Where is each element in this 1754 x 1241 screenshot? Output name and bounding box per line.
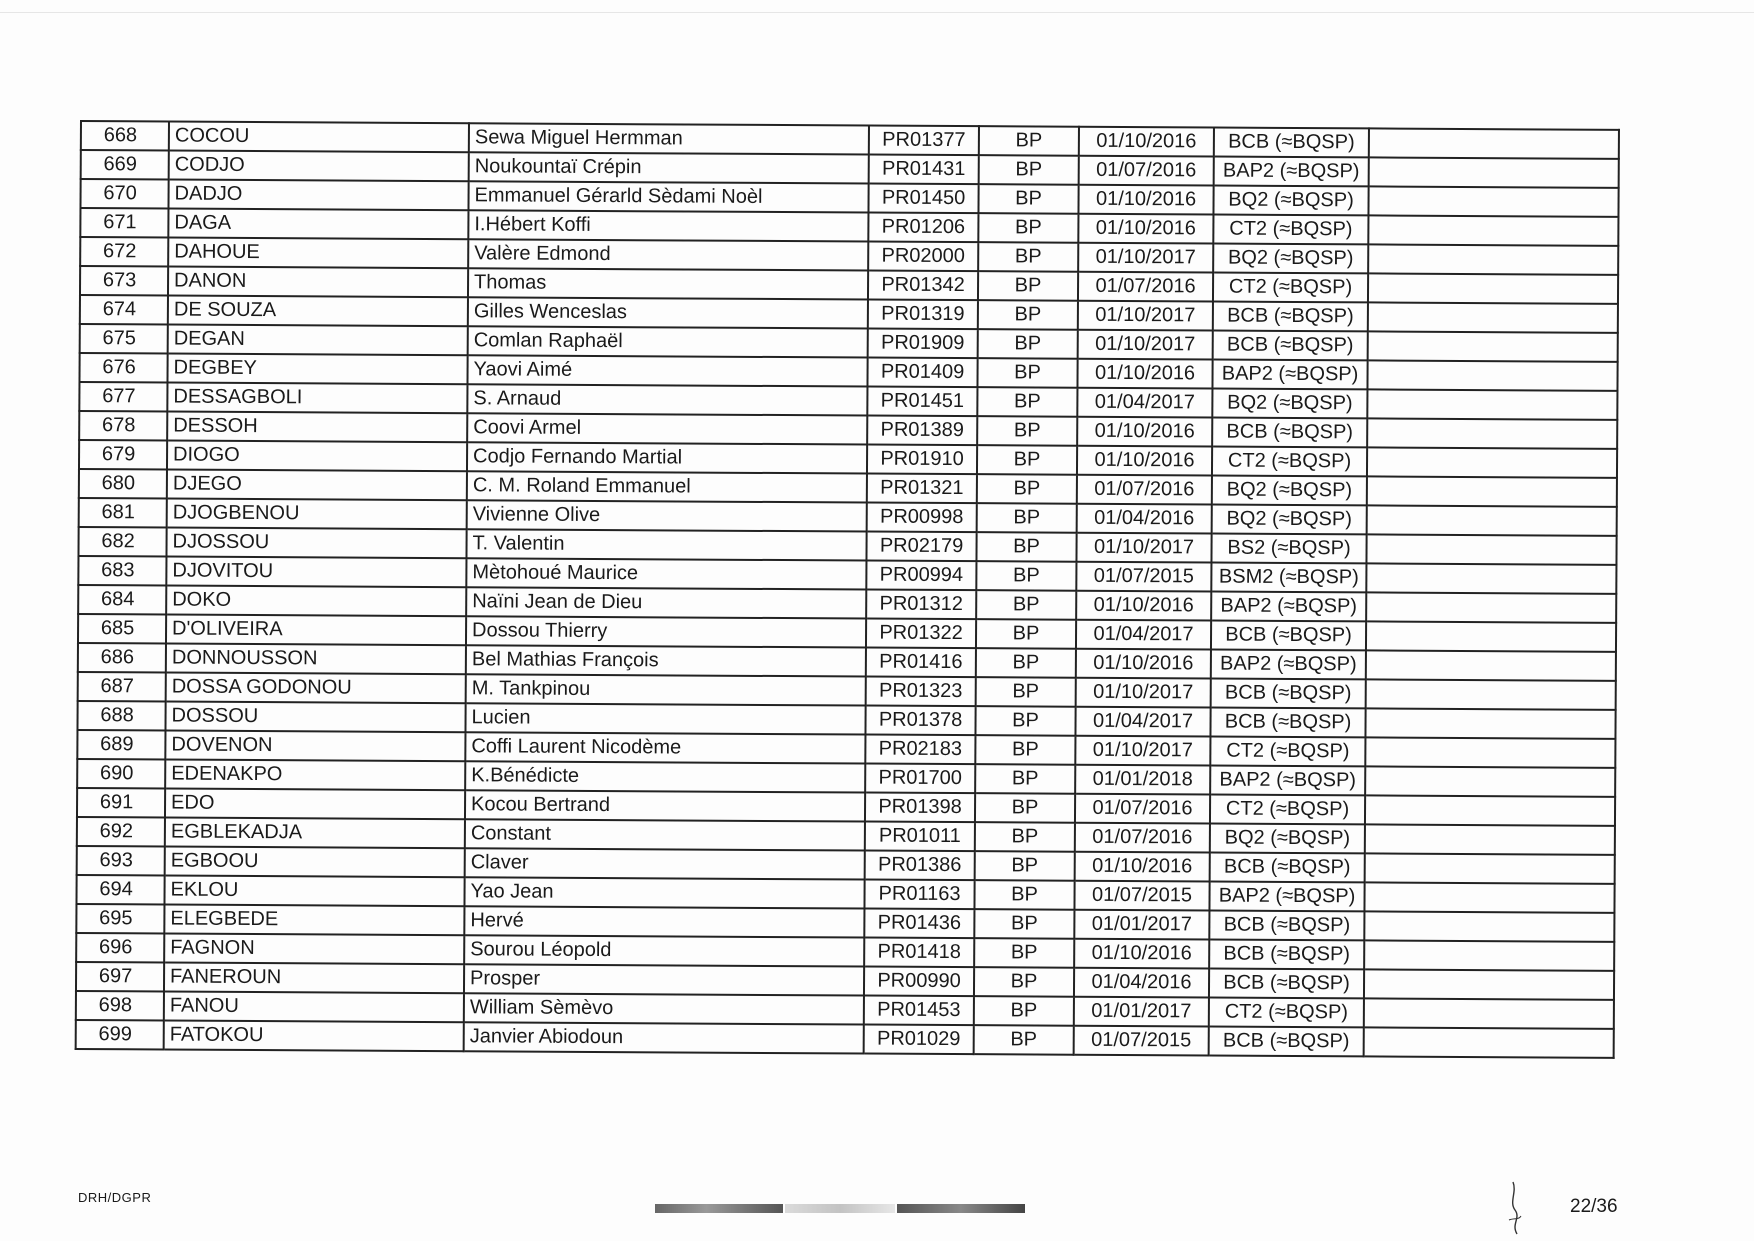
- category-cell: BP: [975, 735, 1075, 765]
- last-name-cell: DOVENON: [165, 731, 465, 762]
- registration-number-cell: PR01453: [864, 996, 974, 1026]
- registration-number-cell: PR01342: [868, 271, 978, 301]
- effective-date-cell: 01/10/2017: [1078, 243, 1213, 273]
- footer-department: DRH/DGPR: [78, 1190, 152, 1205]
- last-name-cell: EGBLEKADJA: [165, 818, 465, 849]
- last-name-cell: EDENAKPO: [165, 760, 465, 791]
- category-cell: BP: [974, 1025, 1074, 1055]
- observation-cell: [1364, 969, 1614, 999]
- first-name-cell: Yaovi Aimé: [467, 355, 867, 386]
- registration-number-cell: PR02183: [865, 735, 975, 765]
- effective-date-cell: 01/07/2015: [1074, 881, 1209, 911]
- page-number: 22/36: [1570, 1196, 1618, 1217]
- effective-date-cell: 01/10/2016: [1078, 214, 1213, 244]
- first-name-cell: Mètohoué Maurice: [466, 558, 866, 589]
- row-number-cell: 688: [77, 701, 165, 731]
- category-cell: BP: [975, 764, 1075, 794]
- personnel-table-body: [76, 121, 1619, 1058]
- category-cell: BP: [977, 445, 1077, 475]
- personnel-table: [75, 120, 1620, 1059]
- observation-cell: [1368, 244, 1618, 274]
- observation-cell: [1367, 360, 1617, 390]
- registration-number-cell: PR01029: [864, 1025, 974, 1055]
- effective-date-cell: 01/10/2017: [1076, 533, 1211, 563]
- effective-date-cell: 01/07/2015: [1074, 1026, 1209, 1056]
- observation-cell: [1366, 592, 1616, 622]
- row-number-cell: 670: [80, 179, 168, 209]
- first-name-cell: William Sèmèvo: [464, 993, 864, 1024]
- grade-cell: BQ2 (≈BQSP): [1212, 476, 1367, 506]
- category-cell: BP: [977, 358, 1077, 388]
- effective-date-cell: 01/04/2016: [1074, 968, 1209, 998]
- effective-date-cell: 01/07/2015: [1076, 562, 1211, 592]
- first-name-cell: Constant: [465, 819, 865, 850]
- effective-date-cell: 01/01/2018: [1075, 765, 1210, 795]
- grade-cell: BCB (≈BQSP): [1209, 969, 1364, 999]
- row-number-cell: 683: [78, 556, 166, 586]
- grade-cell: CT2 (≈BQSP): [1210, 737, 1365, 767]
- registration-number-cell: PR01416: [866, 648, 976, 678]
- first-name-cell: Codjo Fernando Martial: [467, 442, 867, 473]
- last-name-cell: FATOKOU: [164, 1020, 464, 1051]
- registration-number-cell: PR01377: [869, 126, 979, 156]
- category-cell: BP: [975, 851, 1075, 881]
- grade-cell: CT2 (≈BQSP): [1209, 998, 1364, 1028]
- last-name-cell: DESSOH: [167, 412, 467, 443]
- category-cell: BP: [978, 184, 1078, 214]
- observation-cell: [1365, 708, 1615, 738]
- observation-cell: [1368, 302, 1618, 332]
- row-number-cell: 681: [79, 498, 167, 528]
- handwritten-mark: [1505, 1180, 1525, 1236]
- category-cell: BP: [977, 474, 1077, 504]
- row-number-cell: 673: [80, 266, 168, 296]
- first-name-cell: Yao Jean: [464, 877, 864, 908]
- row-number-cell: 680: [79, 469, 167, 499]
- last-name-cell: DEGBEY: [167, 354, 467, 385]
- category-cell: BP: [978, 213, 1078, 243]
- row-number-cell: 675: [80, 324, 168, 354]
- category-cell: BP: [977, 503, 1077, 533]
- effective-date-cell: 01/07/2016: [1078, 272, 1213, 302]
- observation-cell: [1367, 389, 1617, 419]
- effective-date-cell: 01/10/2016: [1076, 649, 1211, 679]
- registration-number-cell: PR01700: [865, 764, 975, 794]
- grade-cell: BAP2 (≈BQSP): [1214, 157, 1369, 187]
- grade-cell: BCB (≈BQSP): [1211, 679, 1366, 709]
- registration-number-cell: PR01409: [867, 358, 977, 388]
- first-name-cell: Hervé: [464, 906, 864, 937]
- registration-number-cell: PR00998: [867, 503, 977, 533]
- effective-date-cell: 01/04/2017: [1076, 620, 1211, 650]
- row-number-cell: 685: [78, 614, 166, 644]
- grade-cell: CT2 (≈BQSP): [1212, 447, 1367, 477]
- row-number-cell: 677: [79, 382, 167, 412]
- effective-date-cell: 01/10/2017: [1078, 330, 1213, 360]
- last-name-cell: EGBOOU: [165, 847, 465, 878]
- registration-number-cell: PR01378: [865, 706, 975, 736]
- first-name-cell: Gilles Wenceslas: [468, 297, 868, 328]
- first-name-cell: M. Tankpinou: [466, 674, 866, 705]
- top-scan-edge: [0, 12, 1754, 13]
- observation-cell: [1365, 795, 1615, 825]
- row-number-cell: 672: [80, 237, 168, 267]
- effective-date-cell: 01/07/2016: [1075, 794, 1210, 824]
- category-cell: BP: [977, 387, 1077, 417]
- effective-date-cell: 01/10/2017: [1078, 301, 1213, 331]
- last-name-cell: DOKO: [166, 586, 466, 617]
- observation-cell: [1366, 650, 1616, 680]
- grade-cell: BQ2 (≈BQSP): [1212, 389, 1367, 419]
- first-name-cell: Bel Mathias François: [466, 645, 866, 676]
- effective-date-cell: 01/10/2016: [1076, 591, 1211, 621]
- first-name-cell: Coffi Laurent Nicodème: [465, 732, 865, 763]
- first-name-cell: Thomas: [468, 268, 868, 299]
- last-name-cell: DANON: [168, 267, 468, 298]
- first-name-cell: C. M. Roland Emmanuel: [467, 471, 867, 502]
- last-name-cell: DOSSOU: [165, 702, 465, 733]
- first-name-cell: Janvier Abiodoun: [464, 1022, 864, 1053]
- registration-number-cell: PR01011: [865, 822, 975, 852]
- effective-date-cell: 01/10/2016: [1074, 939, 1209, 969]
- grade-cell: BCB (≈BQSP): [1212, 418, 1367, 448]
- observation-cell: [1365, 766, 1615, 796]
- grade-cell: BAP2 (≈BQSP): [1210, 766, 1365, 796]
- first-name-cell: Prosper: [464, 964, 864, 995]
- category-cell: BP: [976, 590, 1076, 620]
- last-name-cell: DJEGO: [167, 470, 467, 501]
- observation-cell: [1369, 128, 1619, 158]
- category-cell: BP: [977, 416, 1077, 446]
- category-cell: BP: [976, 677, 1076, 707]
- registration-number-cell: PR01436: [864, 909, 974, 939]
- row-number-cell: 674: [80, 295, 168, 325]
- row-number-cell: 693: [77, 846, 165, 876]
- effective-date-cell: 01/10/2016: [1077, 417, 1212, 447]
- registration-number-cell: PR01451: [867, 387, 977, 417]
- registration-number-cell: PR01321: [867, 474, 977, 504]
- last-name-cell: DONNOUSSON: [166, 644, 466, 675]
- grade-cell: CT2 (≈BQSP): [1210, 795, 1365, 825]
- observation-cell: [1367, 418, 1617, 448]
- grade-cell: BCB (≈BQSP): [1214, 128, 1369, 158]
- registration-number-cell: PR00994: [866, 561, 976, 591]
- grade-cell: BCB (≈BQSP): [1209, 1027, 1364, 1057]
- grade-cell: BS2 (≈BQSP): [1211, 534, 1366, 564]
- last-name-cell: CODJO: [169, 151, 469, 182]
- row-number-cell: 692: [77, 817, 165, 847]
- last-name-cell: D'OLIVEIRA: [166, 615, 466, 646]
- row-number-cell: 690: [77, 759, 165, 789]
- last-name-cell: FAGNON: [164, 933, 464, 964]
- registration-number-cell: PR02179: [866, 532, 976, 562]
- row-number-cell: 694: [76, 875, 164, 905]
- first-name-cell: Comlan Raphaël: [468, 326, 868, 357]
- row-number-cell: 689: [77, 730, 165, 760]
- observation-cell: [1366, 679, 1616, 709]
- grade-cell: BCB (≈BQSP): [1209, 940, 1364, 970]
- row-number-cell: 686: [78, 643, 166, 673]
- category-cell: BP: [979, 126, 1079, 156]
- row-number-cell: 679: [79, 440, 167, 470]
- registration-number-cell: PR01431: [869, 155, 979, 185]
- registration-number-cell: PR01450: [868, 184, 978, 214]
- grade-cell: BQ2 (≈BQSP): [1213, 186, 1368, 216]
- registration-number-cell: PR01398: [865, 793, 975, 823]
- row-number-cell: 682: [78, 527, 166, 557]
- grade-cell: BCB (≈BQSP): [1209, 911, 1364, 941]
- last-name-cell: DJOVITOU: [166, 557, 466, 588]
- row-number-cell: 697: [76, 962, 164, 992]
- first-name-cell: Sourou Léopold: [464, 935, 864, 966]
- observation-cell: [1364, 940, 1614, 970]
- category-cell: BP: [976, 619, 1076, 649]
- first-name-cell: Claver: [465, 848, 865, 879]
- first-name-cell: Sewa Miguel Hermman: [469, 123, 869, 154]
- effective-date-cell: 01/04/2016: [1077, 504, 1212, 534]
- first-name-cell: Noukountaï Crépin: [469, 152, 869, 183]
- grade-cell: BCB (≈BQSP): [1211, 621, 1366, 651]
- first-name-cell: Lucien: [465, 703, 865, 734]
- category-cell: BP: [976, 561, 1076, 591]
- grade-cell: BSM2 (≈BQSP): [1211, 563, 1366, 593]
- row-number-cell: 698: [76, 991, 164, 1021]
- effective-date-cell: 01/10/2016: [1077, 446, 1212, 476]
- row-number-cell: 676: [79, 353, 167, 383]
- row-number-cell: 669: [81, 150, 169, 180]
- category-cell: BP: [975, 822, 1075, 852]
- last-name-cell: ELEGBEDE: [164, 904, 464, 935]
- category-cell: BP: [978, 329, 1078, 359]
- effective-date-cell: 01/10/2016: [1079, 127, 1214, 157]
- grade-cell: CT2 (≈BQSP): [1213, 215, 1368, 245]
- grade-cell: BQ2 (≈BQSP): [1212, 505, 1367, 535]
- grade-cell: BCB (≈BQSP): [1213, 331, 1368, 361]
- registration-number-cell: PR02000: [868, 242, 978, 272]
- observation-cell: [1364, 882, 1614, 912]
- last-name-cell: DESSAGBOLI: [167, 383, 467, 414]
- registration-number-cell: PR01319: [868, 300, 978, 330]
- registration-number-cell: PR01312: [866, 590, 976, 620]
- grade-cell: BCB (≈BQSP): [1210, 853, 1365, 883]
- row-number-cell: 671: [80, 208, 168, 238]
- observation-cell: [1364, 911, 1614, 941]
- row-number-cell: 687: [78, 672, 166, 702]
- last-name-cell: DJOSSOU: [166, 528, 466, 559]
- category-cell: BP: [974, 909, 1074, 939]
- category-cell: BP: [978, 271, 1078, 301]
- first-name-cell: Coovi Armel: [467, 413, 867, 444]
- personnel-table-wrapper: [75, 120, 1620, 1059]
- registration-number-cell: PR01418: [864, 938, 974, 968]
- first-name-cell: Emmanuel Gérarld Sèdami Noèl: [468, 181, 868, 212]
- grade-cell: BAP2 (≈BQSP): [1212, 360, 1367, 390]
- effective-date-cell: 01/07/2016: [1079, 156, 1214, 186]
- grade-cell: BCB (≈BQSP): [1213, 302, 1368, 332]
- row-number-cell: 678: [79, 411, 167, 441]
- category-cell: BP: [978, 242, 1078, 272]
- observation-cell: [1367, 505, 1617, 535]
- registration-number-cell: PR01322: [866, 619, 976, 649]
- observation-cell: [1364, 1027, 1614, 1057]
- category-cell: BP: [974, 880, 1074, 910]
- last-name-cell: DADJO: [168, 180, 468, 211]
- row-number-cell: 699: [76, 1020, 164, 1050]
- first-name-cell: Kocou Bertrand: [465, 790, 865, 821]
- category-cell: BP: [975, 706, 1075, 736]
- effective-date-cell: 01/10/2016: [1077, 359, 1212, 389]
- registration-number-cell: PR01910: [867, 445, 977, 475]
- observation-cell: [1365, 824, 1615, 854]
- grade-cell: BAP2 (≈BQSP): [1209, 882, 1364, 912]
- last-name-cell: FANOU: [164, 991, 464, 1022]
- registration-number-cell: PR01206: [868, 213, 978, 243]
- observation-cell: [1368, 215, 1618, 245]
- observation-cell: [1367, 447, 1617, 477]
- observation-cell: [1365, 853, 1615, 883]
- first-name-cell: Valère Edmond: [468, 239, 868, 270]
- observation-cell: [1366, 621, 1616, 651]
- effective-date-cell: 01/07/2016: [1077, 475, 1212, 505]
- last-name-cell: DJOGBENOU: [167, 499, 467, 530]
- registration-number-cell: PR01389: [867, 416, 977, 446]
- first-name-cell: I.Hébert Koffi: [468, 210, 868, 241]
- category-cell: BP: [976, 532, 1076, 562]
- registration-number-cell: PR01323: [866, 677, 976, 707]
- grade-cell: BCB (≈BQSP): [1210, 708, 1365, 738]
- grade-cell: BAP2 (≈BQSP): [1211, 650, 1366, 680]
- effective-date-cell: 01/01/2017: [1074, 997, 1209, 1027]
- registration-number-cell: PR01909: [868, 329, 978, 359]
- last-name-cell: FANEROUN: [164, 962, 464, 993]
- first-name-cell: Dossou Thierry: [466, 616, 866, 647]
- last-name-cell: COCOU: [169, 122, 469, 153]
- grade-cell: BAP2 (≈BQSP): [1211, 592, 1366, 622]
- row-number-cell: 696: [76, 933, 164, 963]
- category-cell: BP: [974, 938, 1074, 968]
- observation-cell: [1365, 737, 1615, 767]
- registration-number-cell: PR01163: [864, 880, 974, 910]
- first-name-cell: Naïni Jean de Dieu: [466, 587, 866, 618]
- last-name-cell: EKLOU: [164, 876, 464, 907]
- effective-date-cell: 01/10/2017: [1075, 736, 1210, 766]
- observation-cell: [1366, 534, 1616, 564]
- registration-number-cell: PR01386: [865, 851, 975, 881]
- grade-cell: BQ2 (≈BQSP): [1213, 244, 1368, 274]
- registration-number-cell: PR00990: [864, 967, 974, 997]
- first-name-cell: Vivienne Olive: [467, 500, 867, 531]
- effective-date-cell: 01/10/2017: [1076, 678, 1211, 708]
- category-cell: BP: [976, 648, 1076, 678]
- last-name-cell: DEGAN: [168, 325, 468, 356]
- row-number-cell: 691: [77, 788, 165, 818]
- last-name-cell: DE SOUZA: [168, 296, 468, 327]
- first-name-cell: K.Bénédicte: [465, 761, 865, 792]
- category-cell: BP: [978, 300, 1078, 330]
- grade-cell: BQ2 (≈BQSP): [1210, 824, 1365, 854]
- observation-cell: [1364, 998, 1614, 1028]
- effective-date-cell: 01/01/2017: [1074, 910, 1209, 940]
- observation-cell: [1368, 186, 1618, 216]
- category-cell: BP: [974, 967, 1074, 997]
- category-cell: BP: [979, 155, 1079, 185]
- last-name-cell: DIOGO: [167, 441, 467, 472]
- first-name-cell: S. Arnaud: [467, 384, 867, 415]
- category-cell: BP: [975, 793, 1075, 823]
- last-name-cell: DAGA: [168, 209, 468, 240]
- effective-date-cell: 01/04/2017: [1075, 707, 1210, 737]
- row-number-cell: 695: [76, 904, 164, 934]
- observation-cell: [1368, 331, 1618, 361]
- observation-cell: [1369, 157, 1619, 187]
- last-name-cell: DAHOUE: [168, 238, 468, 269]
- category-cell: BP: [974, 996, 1074, 1026]
- row-number-cell: 668: [81, 121, 169, 151]
- observation-cell: [1367, 476, 1617, 506]
- last-name-cell: EDO: [165, 789, 465, 820]
- scanner-stamp-bar: [655, 1204, 1037, 1213]
- observation-cell: [1368, 273, 1618, 303]
- last-name-cell: DOSSA GODONOU: [166, 673, 466, 704]
- effective-date-cell: 01/10/2016: [1075, 852, 1210, 882]
- row-number-cell: 684: [78, 585, 166, 615]
- grade-cell: CT2 (≈BQSP): [1213, 273, 1368, 303]
- effective-date-cell: 01/10/2016: [1078, 185, 1213, 215]
- effective-date-cell: 01/04/2017: [1077, 388, 1212, 418]
- observation-cell: [1366, 563, 1616, 593]
- first-name-cell: T. Valentin: [466, 529, 866, 560]
- effective-date-cell: 01/07/2016: [1075, 823, 1210, 853]
